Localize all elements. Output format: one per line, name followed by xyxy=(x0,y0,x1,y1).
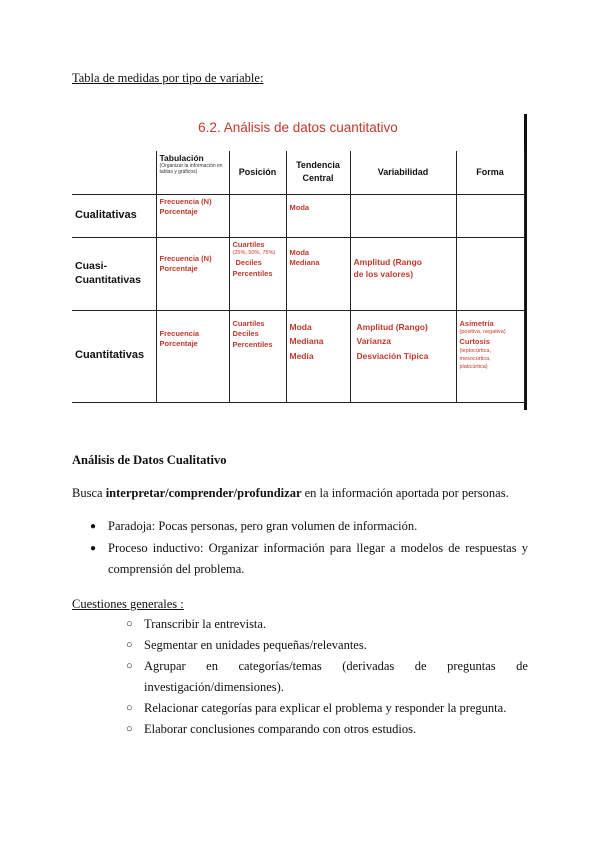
list-item-text: Elaborar conclusiones comparando con otros estudios. xyxy=(144,722,417,736)
row-label-line: Cuantitativas xyxy=(75,273,141,286)
cell-cual-tabulacion xyxy=(156,194,229,237)
cell-cual-posicion xyxy=(229,194,286,237)
corner-cell xyxy=(72,151,156,194)
cell-cuasi-forma xyxy=(456,237,524,310)
list-item xyxy=(108,719,528,740)
cell-text: (25%, 50%, 75%) xyxy=(232,250,276,257)
list-item-text: Transcribir la entrevista. xyxy=(144,617,267,631)
cell-text: Asimetría xyxy=(459,318,494,328)
col-header-posicion: Posición xyxy=(229,151,286,194)
justified-line xyxy=(144,656,528,677)
circle-bullet-icon: ○ xyxy=(126,723,133,735)
word: categorías/temas xyxy=(238,659,322,673)
cell-cual-tendencia xyxy=(286,194,350,237)
intro-bold-text: interpretar/comprender/profundizar xyxy=(105,486,302,500)
cell-text: Deciles xyxy=(235,258,262,268)
cell-cual-variabilidad xyxy=(350,194,456,237)
col-tabulacion-label: Tabulación xyxy=(159,153,204,163)
word: en xyxy=(206,659,218,673)
col-tabulacion-note: (Organizar la información en tablas y gráficos) xyxy=(159,163,223,176)
cell-text: Cuartiles xyxy=(232,318,265,328)
cell-text: (leptocúrtica, xyxy=(459,348,491,355)
cell-cuasi-variabilidad xyxy=(350,237,456,310)
list-item-text: investigación/dimensiones). xyxy=(144,680,284,694)
list-item xyxy=(72,516,528,537)
circle-bullet-icon: ○ xyxy=(126,618,133,630)
circle-bullet-icon: ○ xyxy=(126,660,133,672)
cell-text: Mediana xyxy=(289,336,324,347)
col-header-forma: Forma xyxy=(456,151,524,194)
table-row-cuasi xyxy=(72,237,524,310)
list-item-text: Segmentar en unidades pequeñas/relevantes. xyxy=(144,638,367,652)
cell-text: Moda xyxy=(289,247,310,257)
cell-text: Porcentaje xyxy=(159,207,198,217)
cell-text: Moda xyxy=(289,321,312,332)
cell-cuant-tabulacion xyxy=(156,310,229,402)
cell-text: Percentiles xyxy=(232,269,273,279)
section-title: Análisis de Datos Cualitativo xyxy=(72,453,227,467)
row-label-cuasi xyxy=(72,237,156,310)
row-label-cualitativas: Cualitativas xyxy=(72,194,156,237)
word: Agrupar xyxy=(144,659,186,673)
row-label-cuantitativas: Cuantitativas xyxy=(72,310,156,402)
cell-cuasi-tendencia xyxy=(286,237,350,310)
table-row-cualitativas xyxy=(72,194,524,237)
circle-bullet-icon: ○ xyxy=(126,639,133,651)
page-heading: Tabla de medidas por tipo de variable: xyxy=(72,71,264,85)
cell-text: Media xyxy=(289,351,314,362)
row-label-line: Cuasi- xyxy=(75,260,108,273)
bullet-list xyxy=(72,516,528,581)
cell-text: Varianza xyxy=(356,336,391,347)
measures-table-figure xyxy=(72,114,530,410)
cell-text: platicúrtica) xyxy=(459,364,488,371)
list-item-text: Relacionar categorías para explicar el problema y responder la pregunta. xyxy=(144,701,507,715)
cell-text: mesocúrtica, xyxy=(459,356,491,363)
list-item xyxy=(108,656,528,698)
cell-text: Percentiles xyxy=(232,340,273,350)
word: preguntas xyxy=(447,659,496,673)
bullet-icon: ● xyxy=(90,543,97,554)
subheading: Cuestiones generales : xyxy=(72,597,184,611)
word: de xyxy=(414,659,427,673)
cell-cuasi-tabulacion xyxy=(156,237,229,310)
cell-text: Amplitud (Rango) xyxy=(356,321,428,332)
cell-text: Amplitud (Rango xyxy=(353,256,422,267)
word: (derivadas xyxy=(342,659,395,673)
table-header-row xyxy=(72,151,524,194)
col-header-tendencia: Tendencia Central xyxy=(286,151,350,194)
word: de xyxy=(516,659,528,673)
cell-cuant-variabilidad xyxy=(350,310,456,402)
cell-text: Mediana xyxy=(289,258,320,268)
intro-text: en la información aportada por personas. xyxy=(301,486,509,500)
cell-text: Porcentaje xyxy=(159,264,198,274)
cell-cuant-posicion xyxy=(229,310,286,402)
list-item xyxy=(108,698,528,719)
cell-cual-forma xyxy=(456,194,524,237)
intro-paragraph xyxy=(72,486,509,501)
intro-text: Busca xyxy=(72,486,106,500)
cell-text: Moda xyxy=(289,202,310,212)
cell-text: de los valores) xyxy=(353,268,414,279)
cell-text: Frecuencia (N) xyxy=(159,196,212,206)
col-header-tabulacion xyxy=(156,151,229,194)
list-item-text: Proceso inductivo: Organizar información para llegar a modelos de respuestas y comprensión del problema. xyxy=(108,541,528,576)
list-item xyxy=(108,614,528,635)
cell-text: Frecuencia xyxy=(159,328,200,338)
circle-bullet-icon: ○ xyxy=(126,702,133,714)
cell-text: Curtosis xyxy=(459,337,490,347)
cell-cuasi-posicion xyxy=(229,237,286,310)
list-item xyxy=(72,538,528,580)
list-item-text: Paradoja: Pocas personas, pero gran volumen de información. xyxy=(108,519,418,533)
steps-list xyxy=(108,614,528,740)
table-row-cuantitativas xyxy=(72,310,524,402)
cell-text: Cuartiles xyxy=(232,239,265,249)
cell-text: Deciles xyxy=(232,329,259,339)
cell-text: (positiva, negativa) xyxy=(459,329,506,336)
bullet-icon: ● xyxy=(90,521,97,532)
cell-text: Porcentaje xyxy=(159,339,198,349)
measures-table xyxy=(72,151,525,403)
col-header-variabilidad: Variabilidad xyxy=(350,151,456,194)
cell-text: Frecuencia (N) xyxy=(159,253,212,263)
cell-cuant-tendencia xyxy=(286,310,350,402)
figure-title: 6.2. Análisis de datos cuantitativo xyxy=(198,120,398,135)
cell-cuant-forma xyxy=(456,310,524,402)
cell-text: Desviación Típica xyxy=(356,351,429,362)
list-item xyxy=(108,635,528,656)
